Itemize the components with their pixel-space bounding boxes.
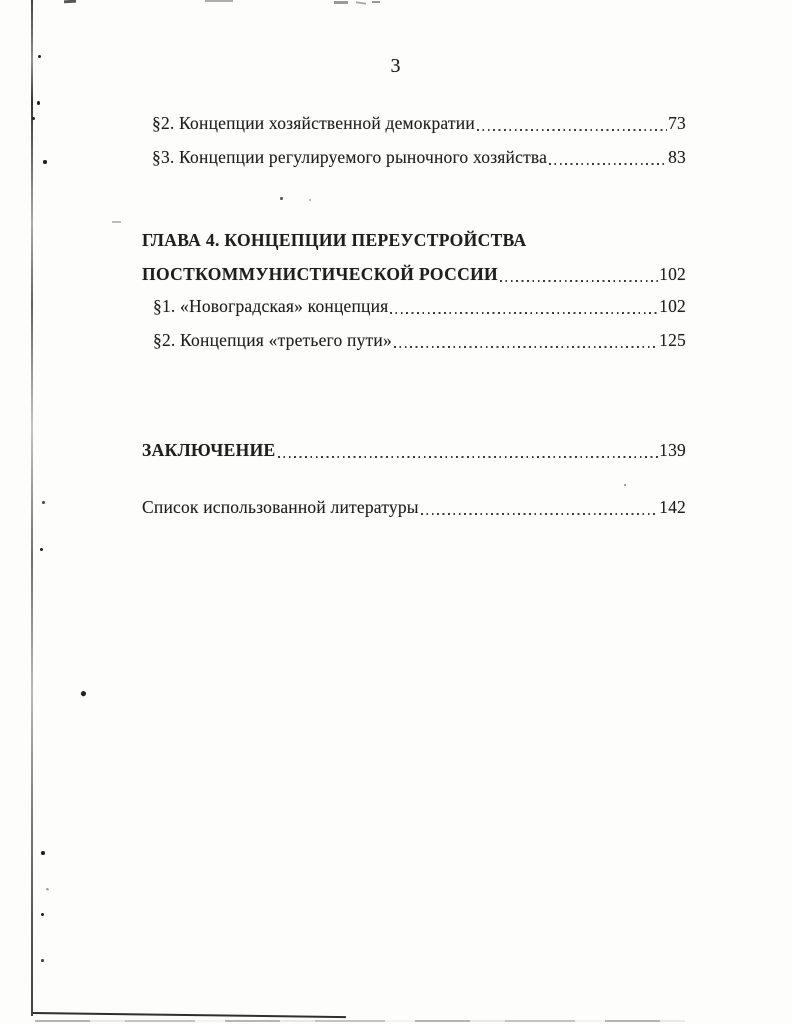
scan-speck: [42, 501, 45, 504]
toc-entry-label: ГЛАВА 4. КОНЦЕПЦИИ ПЕРЕУСТРОЙСТВА: [142, 230, 527, 250]
dot-leader: [421, 513, 658, 515]
bottom-scan-shadow: [35, 1020, 685, 1022]
toc-entry: [152, 112, 686, 135]
dot-leader: [390, 312, 658, 314]
scan-speck: [280, 197, 283, 200]
scan-mark: [64, 0, 76, 3]
toc-entry-label: ЗАКЛЮЧЕНИЕ: [142, 440, 276, 460]
toc-entry-label: Список использованной литературы: [142, 497, 419, 517]
toc-entry-label: §2. Концепции хозяйственной демократии: [152, 113, 475, 133]
scan-speck: [32, 117, 35, 120]
dot-leader: [394, 346, 658, 348]
scan-speck: [37, 101, 40, 105]
scan-mark: [334, 1, 348, 4]
scan-speck: [41, 913, 44, 916]
scan-speck: [80, 690, 87, 697]
toc-bibliography-entry: [142, 496, 686, 519]
toc-entry-label: §3. Концепции регулируемого рыночного хозяйства: [152, 147, 548, 167]
toc-page-number: 139: [659, 440, 686, 460]
scan-mark: [112, 221, 121, 223]
toc-page-number: 83: [668, 147, 686, 167]
toc-page-number: 125: [659, 330, 686, 350]
scan-speck: [43, 160, 47, 164]
scan-speck: [624, 484, 626, 486]
dot-leader: [549, 163, 667, 165]
scan-speck: [40, 548, 43, 551]
scan-speck: [41, 959, 44, 962]
page-number: 3: [390, 55, 402, 77]
scan-speck: [41, 851, 45, 855]
toc-page-number: 142: [659, 497, 686, 517]
bottom-scan-line: [33, 1012, 346, 1018]
toc-entry: [153, 295, 686, 318]
toc-page-number: 102: [659, 264, 686, 284]
dot-leader: [278, 456, 659, 458]
scan-mark: [205, 0, 233, 2]
toc-page-number: 102: [659, 296, 686, 316]
toc-entry-label: §1. «Новоградская» концепция: [153, 296, 389, 316]
toc-conclusion-entry: [142, 439, 686, 462]
left-scan-edge-line: [31, 0, 33, 1016]
toc-chapter-heading-line2: [142, 263, 686, 286]
toc-entry-label: ПОСТКОММУНИСТИЧЕСКОЙ РОССИИ: [142, 264, 499, 284]
toc-chapter-heading-line1: [142, 229, 686, 252]
toc-entry: [153, 329, 686, 352]
dot-leader: [500, 280, 658, 282]
toc-page-number: 73: [668, 113, 686, 133]
dot-leader: [477, 129, 667, 131]
scan-speck: [46, 887, 49, 890]
scan-mark: [356, 1, 366, 4]
toc-entry: [152, 146, 686, 169]
toc-entry-label: §2. Концепция «третьего пути»: [153, 330, 392, 350]
scan-mark: [372, 1, 380, 3]
scan-speck: [309, 199, 311, 201]
